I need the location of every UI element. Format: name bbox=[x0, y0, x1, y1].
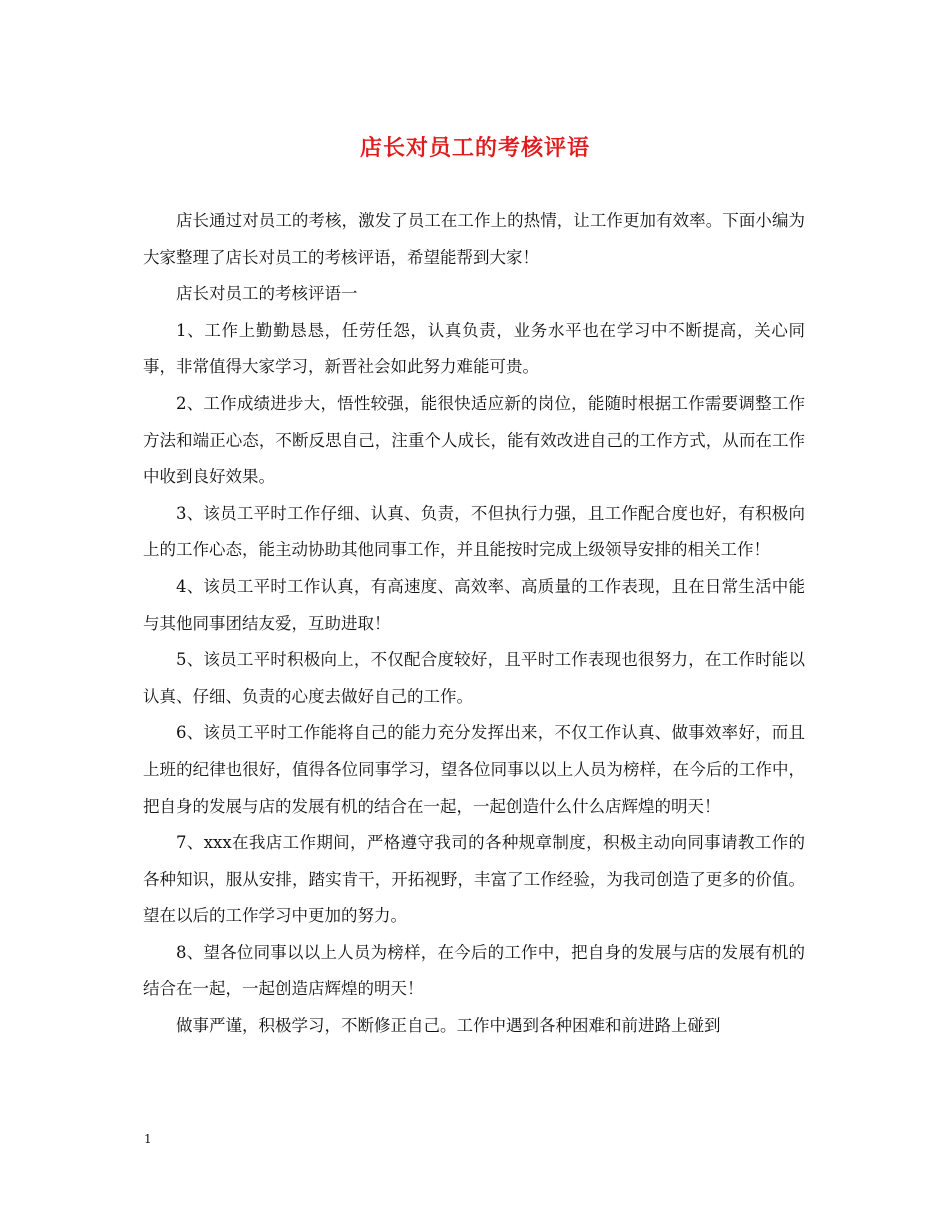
comment-paragraph-2: 2、工作成绩进步大，悟性较强，能很快适应新的岗位，能随时根据工作需要调整工作方法和端正心态，不断反思自己，注重个人成长，能有效改进自己的工作方式，从而在工作中收到良好效果。 bbox=[143, 393, 805, 487]
comment-paragraph-7: 7、xxx在我店工作期间，严格遵守我司的各种规章制度，积极主动向同事请教工作的各种知识，服从安排，踏实肯干，开拓视野，丰富了工作经验，为我司创造了更多的价值。望在以后的工作学习中更加的努力。 bbox=[143, 833, 805, 926]
intro-paragraph: 店长通过对员工的考核，激发了员工在工作上的热情，让工作更加有效率。下面小编为大家整理了店长对员工的考核评语，希望能帮到大家！ bbox=[143, 211, 805, 267]
comment-paragraph-3: 3、该员工平时工作仔细、认真、负责，不但执行力强，且工作配合度也好，有积极向上的工作心态，能主动协助其他同事工作，并且能按时完成上级领导安排的相关工作！ bbox=[143, 503, 805, 560]
page-number: 1 bbox=[144, 1132, 152, 1146]
document-title: 店长对员工的考核评语 bbox=[359, 135, 590, 161]
section-heading: 店长对员工的考核评语一 bbox=[176, 284, 358, 304]
comment-paragraph-6: 6、该员工平时工作能将自己的能力充分发挥出来，不仅工作认真、做事效率好，而且上班的纪律也很好，值得各位同事学习，望各位同事以以上人员为榜样，在今后的工作中，把自身的发展与店的发展有机的结合在一起，一起创造什么什么店辉煌的明天！ bbox=[143, 723, 805, 816]
comment-paragraph-8: 8、望各位同事以以上人员为榜样，在今后的工作中，把自身的发展与店的发展有机的结合在一起，一起创造店辉煌的明天！ bbox=[143, 942, 805, 999]
comment-paragraph-1: 1、工作上勤勤恳恳，任劳任怨，认真负责，业务水平也在学习中不断提高，关心同事，非常值得大家学习，新晋社会如此努力难能可贵。 bbox=[143, 320, 805, 377]
comment-paragraph-5: 5、该员工平时积极向上，不仅配合度较好，且平时工作表现也很努力，在工作时能以认真、仔细、负责的心度去做好自己的工作。 bbox=[143, 650, 805, 706]
comment-paragraph-4: 4、该员工平时工作认真，有高速度、高效率、高质量的工作表现，且在日常生活中能与其他同事团结友爱，互助进取！ bbox=[143, 576, 805, 633]
closing-paragraph: 做事严谨，积极学习，不断修正自己。工作中遇到各种困难和前进路上碰到 bbox=[176, 1016, 721, 1036]
document-body bbox=[143, 203, 805, 1045]
